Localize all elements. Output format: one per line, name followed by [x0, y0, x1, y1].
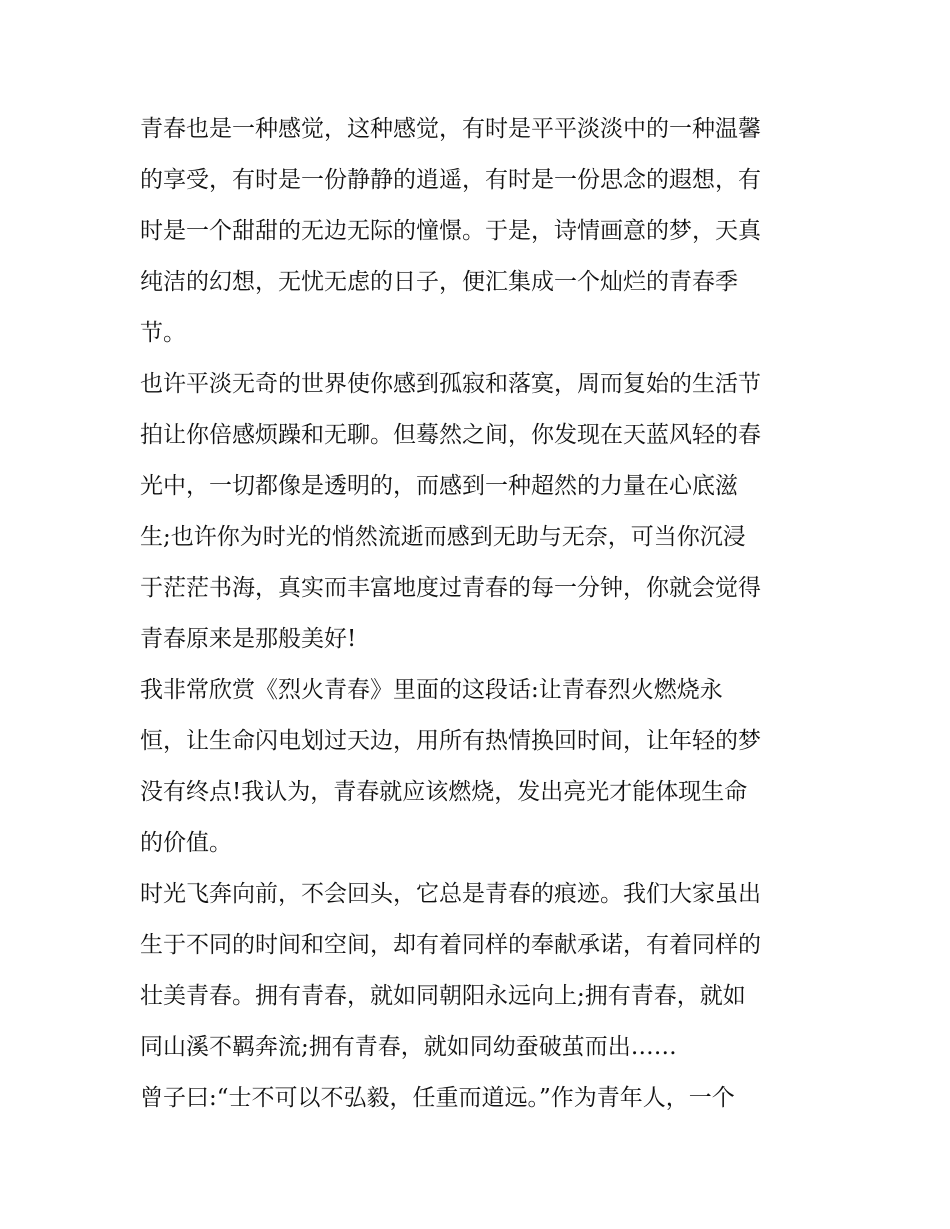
- paragraph-1: [140, 104, 820, 359]
- text-line: 青春原来是那般美好!: [140, 626, 357, 652]
- text-line: 同山溪不羁奔流;拥有青春，就如同幼蚕破茧而出……: [140, 1034, 677, 1060]
- text-line: 青春也是一种感觉，这种感觉，有时是平平淡淡中的一种温馨: [140, 116, 761, 142]
- text-line: 节。: [140, 320, 186, 346]
- text-line: 于茫茫书海，真实而丰富地度过青春的每一分钟，你就会觉得: [140, 575, 761, 601]
- paragraph-5: [140, 1073, 820, 1124]
- text-line: 时是一个甜甜的无边无际的憧憬。于是，诗情画意的梦，天真: [140, 218, 761, 244]
- text-line: 纯洁的幻想，无忧无虑的日子，便汇集成一个灿烂的青春季: [140, 269, 738, 295]
- text-line: 曾子曰:“士不可以不弘毅，任重而道远。”作为青年人，一个: [140, 1085, 735, 1111]
- text-line: 也许平淡无奇的世界使你感到孤寂和落寞，周而复始的生活节: [140, 371, 761, 397]
- text-line: 的享受，有时是一份静静的逍遥，有时是一份思念的遐想，有: [140, 167, 761, 193]
- text-line: 生;也许你为时光的悄然流逝而感到无助与无奈，可当你沉浸: [140, 524, 746, 550]
- text-line: 壮美青春。拥有青春，就如同朝阳永远向上;拥有青春，就如: [140, 983, 746, 1009]
- text-line: 没有终点!我认为，青春就应该燃烧，发出亮光才能体现生命: [140, 779, 748, 805]
- paragraph-2: [140, 359, 820, 665]
- text-line: 光中，一切都像是透明的，而感到一种超然的力量在心底滋: [140, 473, 738, 499]
- text-line: 拍让你倍感烦躁和无聊。但蓦然之间，你发现在天蓝风轻的春: [140, 422, 761, 448]
- text-line: 时光飞奔向前，不会回头，它总是青春的痕迹。我们大家虽出: [140, 881, 761, 907]
- text-line: 我非常欣赏《烈火青春》里面的这段话:让青春烈火燃烧永: [140, 677, 723, 703]
- paragraph-4: [140, 869, 820, 1073]
- document-body: [140, 104, 820, 1124]
- paragraph-3: [140, 665, 820, 869]
- text-line: 恒，让生命闪电划过天边，用所有热情换回时间，让年轻的梦: [140, 728, 761, 754]
- text-line: 生于不同的时间和空间，却有着同样的奉献承诺，有着同样的: [140, 932, 761, 958]
- text-line: 的价值。: [140, 830, 232, 856]
